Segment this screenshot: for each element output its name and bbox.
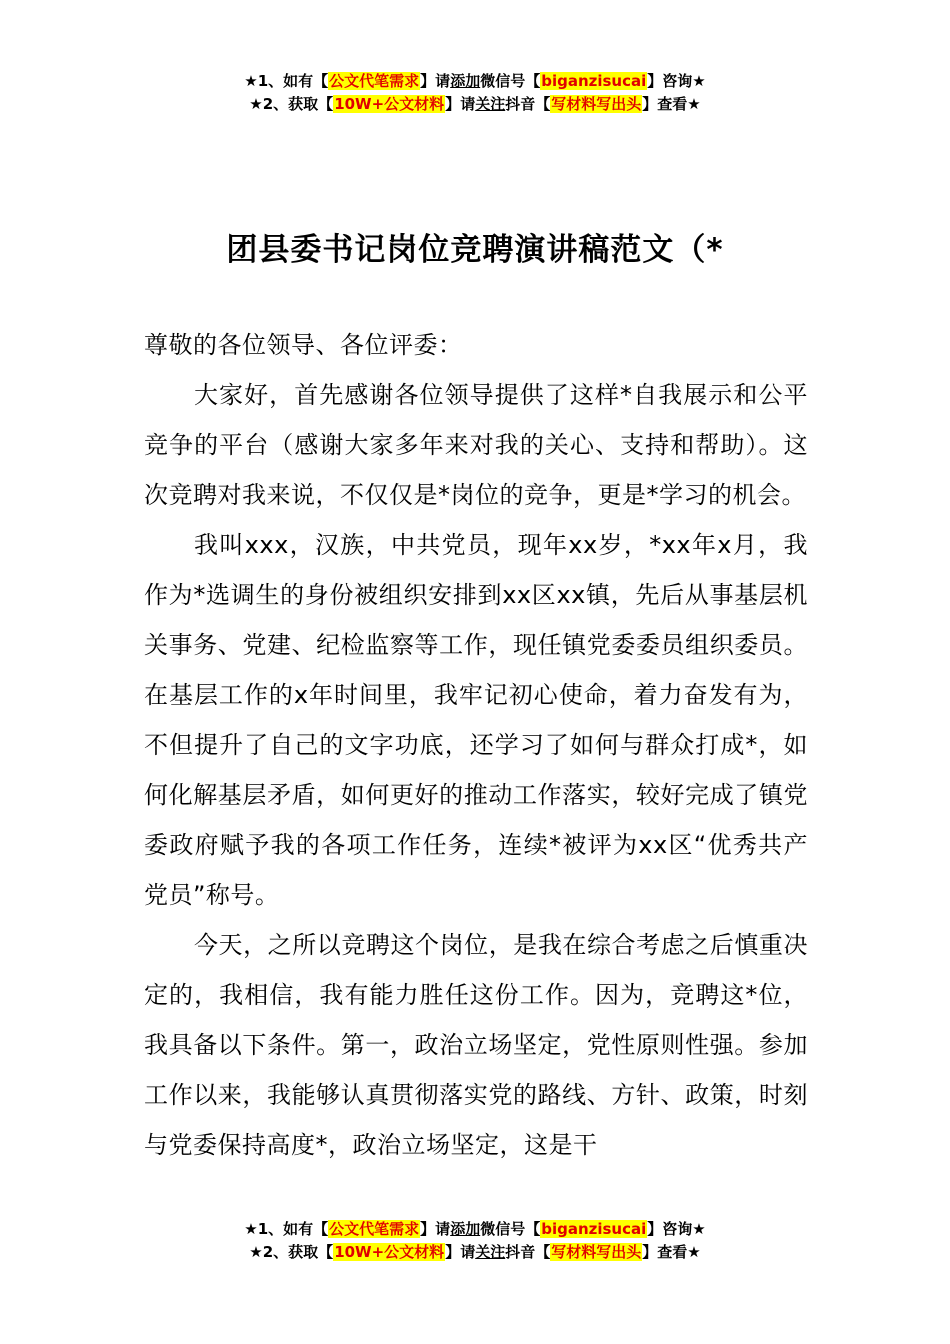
wechat-id-highlight: biganzisucai bbox=[541, 72, 647, 90]
promo-text: 微信号【 bbox=[480, 72, 541, 90]
paragraph: 大家好，首先感谢各位领导提供了这样*自我展示和公平竞争的平台（感谢大家多年来对我的关心、支持和帮助）。这次竞聘对我来说，不仅仅是*岗位的竞争，更是*学习的机会。 bbox=[144, 381, 808, 509]
promo-underlined: 关注 bbox=[475, 95, 506, 113]
promo-line-2 bbox=[0, 1241, 950, 1264]
promo-text: ★2、获取【 bbox=[249, 95, 334, 113]
promo-highlight: 10W+公文材料 bbox=[334, 95, 445, 113]
promo-highlight: 10W+公文材料 bbox=[334, 1243, 445, 1261]
footer-promo-banner bbox=[0, 1218, 950, 1264]
document-body bbox=[144, 320, 808, 1170]
promo-text: 】请 bbox=[420, 1220, 451, 1238]
paragraph: 我叫xxx，汉族，中共党员，现年xx岁，*xx年x月，我作为*选调生的身份被组织安排到xx区xx镇，先后从事基层机关事务、党建、纪检监察等工作，现任镇党委委员组织委员。在基层工作的x年时间里，我牢记初心使命，着力奋发有为，不但提升了自己的文字功底，还学习了如何与群众打成*，如何化解基层矛盾，如何更好的推动工作落实，较好完成了镇党委政府赋予我的各项工作任务，连续*被评为xx区“优秀共产党员”称号。 bbox=[144, 531, 808, 909]
promo-text: 】咨询★ bbox=[647, 1220, 706, 1238]
promo-text: 】咨询★ bbox=[647, 72, 706, 90]
promo-text: 】查看★ bbox=[642, 95, 701, 113]
promo-text: 】查看★ bbox=[642, 1243, 701, 1261]
promo-line-1 bbox=[0, 70, 950, 93]
promo-highlight: 公文代笔需求 bbox=[329, 72, 420, 90]
promo-highlight: 公文代笔需求 bbox=[329, 1220, 420, 1238]
promo-line-2 bbox=[0, 93, 950, 116]
paragraph: 今天，之所以竞聘这个岗位，是我在综合考虑之后慎重决定的，我相信，我有能力胜任这份工作。因为，竞聘这*位，我具备以下条件。第一，政治立场坚定，党性原则性强。参加工作以来，我能够认真贯彻落实党的路线、方针、政策，时刻与党委保持高度*，政治立场坚定，这是干 bbox=[144, 931, 808, 1159]
document-title: 团县委书记岗位竞聘演讲稿范文（* bbox=[226, 232, 724, 268]
promo-text: 抖音【 bbox=[505, 95, 551, 113]
header-promo-banner bbox=[0, 70, 950, 116]
promo-text: ★1、如有【 bbox=[244, 72, 329, 90]
salutation: 尊敬的各位领导、各位评委： bbox=[144, 331, 463, 359]
douyin-id-highlight: 写材料写出头 bbox=[551, 95, 642, 113]
promo-line-1 bbox=[0, 1218, 950, 1241]
promo-text: 】请 bbox=[420, 72, 451, 90]
promo-text: ★1、如有【 bbox=[244, 1220, 329, 1238]
promo-text: 】请 bbox=[445, 95, 476, 113]
promo-underlined: 添加 bbox=[450, 1220, 481, 1238]
promo-text: 抖音【 bbox=[505, 1243, 551, 1261]
promo-text: 微信号【 bbox=[480, 1220, 541, 1238]
promo-text: ★2、获取【 bbox=[249, 1243, 334, 1261]
promo-underlined: 添加 bbox=[450, 72, 481, 90]
promo-underlined: 关注 bbox=[475, 1243, 506, 1261]
promo-text: 】请 bbox=[445, 1243, 476, 1261]
wechat-id-highlight: biganzisucai bbox=[541, 1220, 647, 1238]
douyin-id-highlight: 写材料写出头 bbox=[551, 1243, 642, 1261]
